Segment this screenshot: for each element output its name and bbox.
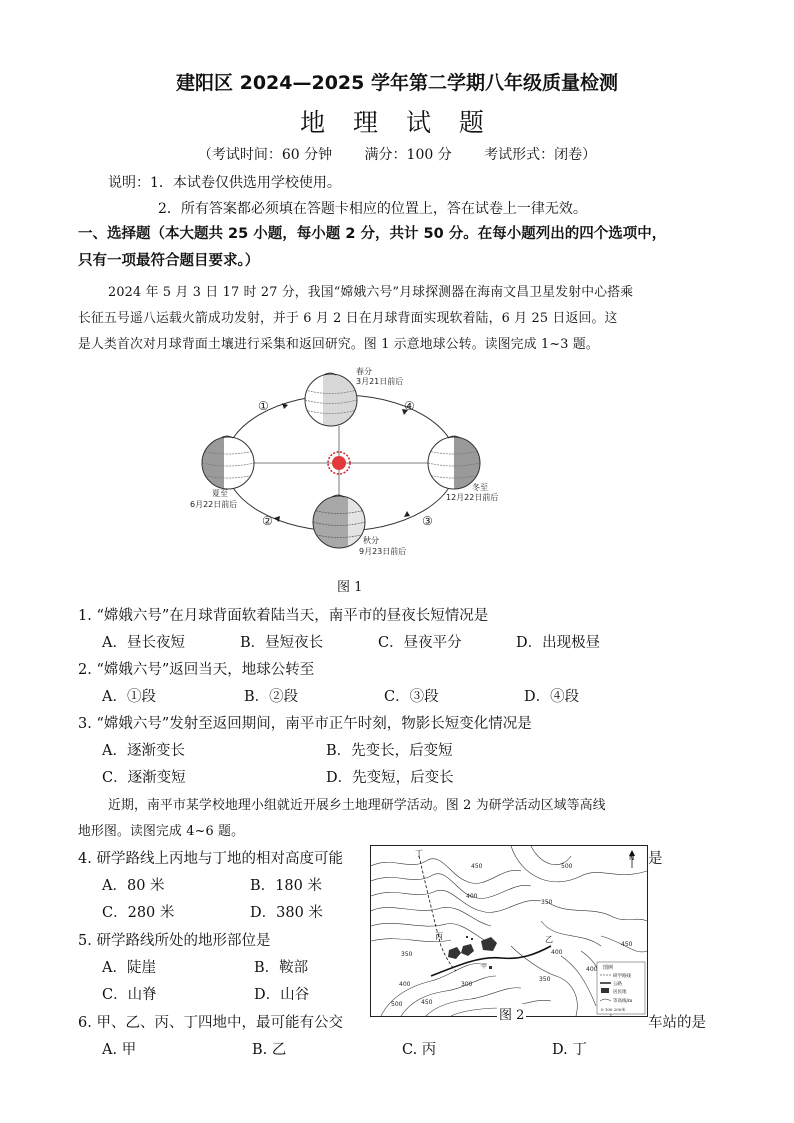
q2-option-b: B．②段	[244, 689, 299, 705]
q1-option-a: A．昼长夜短	[102, 635, 185, 651]
label-spring-date: 3月21日前后	[356, 377, 404, 386]
q2-option-a: A．①段	[102, 689, 156, 705]
subject-title: 地 理 试 题	[300, 108, 494, 137]
label-seg1: ①	[258, 399, 269, 413]
question-4-end: 是	[648, 851, 663, 867]
q5-option-b: B．鞍部	[254, 960, 309, 976]
q5-option-a: A．陡崖	[102, 960, 156, 976]
svg-text:350: 350	[539, 976, 551, 983]
passage1-line2: 长征五号遥八运载火箭成功发射，并于 6 月 2 日在月球背面实现软着陆，6 月 25 日返回。这	[78, 311, 618, 326]
svg-text:等高线/m: 等高线/m	[613, 999, 633, 1004]
svg-text:400: 400	[466, 893, 478, 900]
question-1: 1. “嫦娥六号”在月球背面软着陆当天，南平市的昼夜长短情况是	[78, 608, 489, 624]
question-4: 4. 研学路线上丙地与丁地的相对高度可能	[78, 851, 343, 867]
svg-text:公路: 公路	[613, 982, 622, 987]
svg-text:N: N	[629, 854, 635, 862]
q1-option-d: D．出现极昼	[516, 635, 601, 651]
passage2-line2: 地形图。读图完成 4~6 题。	[78, 824, 245, 839]
label-seg3: ③	[422, 514, 433, 528]
note-line-1: 说明：1．本试卷仅供选用学校使用。	[108, 175, 341, 191]
svg-text:350: 350	[541, 899, 553, 906]
label-winter: 冬至	[472, 483, 488, 492]
svg-text:450: 450	[471, 863, 483, 870]
q4-option-c: C．280 米	[102, 905, 175, 921]
q6-option-a: A. 甲	[102, 1042, 137, 1058]
q4-option-a: A．80 米	[102, 878, 165, 894]
svg-text:500: 500	[391, 1001, 403, 1008]
figure1-caption: 图 1	[337, 580, 363, 595]
svg-text:500: 500	[561, 863, 573, 870]
q6-option-c: C. 丙	[402, 1042, 437, 1058]
section-heading: 一、选择题（本大题共 25 小题，每小题 2 分，共计 50 分。在每小题列出的四个选项中，	[78, 226, 667, 242]
svg-text:图例: 图例	[603, 965, 614, 971]
q5-option-c: C．山脊	[102, 987, 157, 1003]
svg-text:300: 300	[461, 981, 473, 988]
full-score: 满分：100 分	[364, 147, 452, 163]
svg-text:450: 450	[421, 999, 433, 1006]
label-autumn-date: 9月23日前后	[359, 547, 407, 556]
label-summer-date: 6月22日前后	[190, 500, 238, 509]
q2-option-c: C．③段	[384, 689, 439, 705]
question-3: 3. “嫦娥六号”发射至返回期间，南平市正午时刻，物影长短变化情况是	[78, 716, 532, 732]
place-jia: 甲	[481, 963, 488, 970]
svg-text:400: 400	[586, 966, 598, 973]
svg-text:0 100 200米: 0 100 200米	[601, 1007, 626, 1012]
label-seg2: ②	[262, 514, 273, 528]
passage2-line1: 近期，南平市某学校地理小组就近开展乡土地理研学活动。图 2 为研学活动区域等高线	[108, 798, 606, 813]
label-summer: 夏至	[212, 489, 228, 498]
q6-option-b: B. 乙	[252, 1042, 287, 1058]
q3-option-c: C．逐渐变短	[102, 770, 186, 786]
exam-form: 考试形式：闭卷）	[484, 147, 597, 163]
figure2-caption: 图 2	[497, 1004, 526, 1023]
q4-option-d: D．380 米	[250, 905, 323, 921]
exam-title: 建阳区 2024—2025 学年第二学期八年级质量检测	[176, 72, 618, 94]
question-5: 5. 研学路线所处的地形部位是	[78, 933, 271, 949]
q5-option-d: D．山谷	[254, 987, 310, 1003]
q1-option-b: B．昼短夜长	[240, 635, 324, 651]
q3-option-b: B．先变长，后变短	[326, 743, 453, 759]
north-arrow-icon	[629, 850, 635, 868]
map-legend	[597, 962, 645, 1014]
place-ding: 丁	[415, 849, 423, 858]
q6-option-d: D. 丁	[552, 1042, 587, 1058]
svg-text:400: 400	[551, 949, 563, 956]
q1-option-c: C．昼夜平分	[378, 635, 462, 651]
passage1-line1: 2024 年 5 月 3 日 17 时 27 分，我国“嫦娥六号”月球探测器在海南文昌卫星发射中心搭乘	[108, 285, 634, 300]
contour-map-svg	[371, 846, 647, 1016]
q3-option-d: D．先变短，后变长	[326, 770, 454, 786]
label-spring: 春分	[356, 367, 372, 376]
label-autumn: 秋分	[363, 536, 379, 545]
label-seg4: ④	[404, 399, 415, 413]
place-yi: 乙	[545, 935, 553, 944]
q4-option-b: B．180 米	[250, 878, 322, 894]
exam-time: （考试时间：60 分钟	[197, 147, 333, 163]
question-2: 2. “嫦娥六号”返回当天，地球公转至	[78, 662, 315, 678]
svg-text:350: 350	[401, 951, 413, 958]
label-winter-date: 12月22日前后	[446, 493, 499, 502]
note-line-2: 2．所有答案都必须填在答题卡相应的位置上，答在试卷上一律无效。	[158, 201, 587, 217]
question-6-end: 车站的是	[648, 1015, 706, 1031]
exam-info	[0, 144, 794, 164]
figure2-contour-map	[370, 845, 648, 1017]
svg-text:450: 450	[621, 941, 633, 948]
section-heading-cont: 只有一项最符合题目要求。）	[78, 253, 260, 269]
svg-text:居民地: 居民地	[613, 990, 627, 995]
q3-option-a: A．逐渐变长	[102, 743, 185, 759]
svg-text:400: 400	[399, 981, 411, 988]
svg-text:研学路线: 研学路线	[613, 974, 631, 979]
q2-option-d: D．④段	[524, 689, 580, 705]
figure1-earth-revolution	[190, 365, 516, 565]
passage1-line3: 是人类首次对月球背面土壤进行采集和返回研究。图 1 示意地球公转。读图完成 1~3 题。	[78, 337, 599, 352]
contour-labels	[391, 863, 633, 1008]
place-bing: 丙	[435, 932, 443, 941]
question-6: 6. 甲、乙、丙、丁四地中，最可能有公交	[78, 1015, 343, 1031]
